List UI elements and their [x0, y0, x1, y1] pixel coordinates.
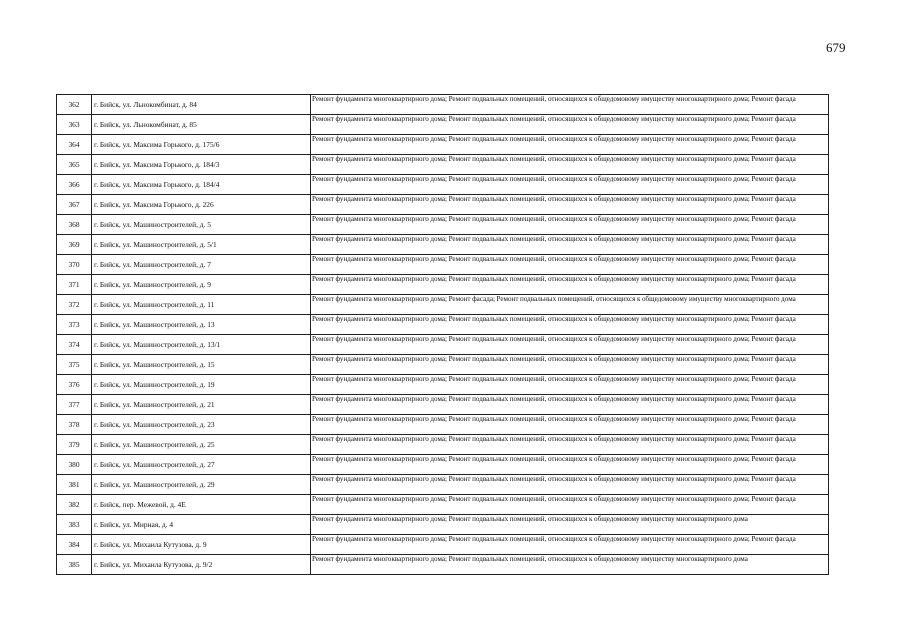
address-cell: г. Бийск, ул. Михаила Кутузова, д. 9/2	[92, 555, 311, 575]
page-number: 679	[826, 40, 846, 55]
works-cell: Ремонт фундамента многоквартирного дома; Ремонт подвальных помещений, относящихся к общедомовому имуществу многоквартирного дома; Ремонт фасада	[311, 95, 829, 115]
row-number-cell: 368	[57, 215, 92, 235]
row-number-cell: 375	[57, 355, 92, 375]
table-row	[57, 115, 829, 135]
works-cell: Ремонт фундамента многоквартирного дома; Ремонт фасада; Ремонт подвальных помещений, относящихся к общедомовому имуществу многоквартирного дома	[311, 295, 829, 315]
address-cell: г. Бийск, ул. Машиностроителей, д. 9	[92, 275, 311, 295]
table-row	[57, 195, 829, 215]
works-cell: Ремонт фундамента многоквартирного дома; Ремонт подвальных помещений, относящихся к общедомовому имуществу многоквартирного дома; Ремонт фасада	[311, 255, 829, 275]
works-cell: Ремонт фундамента многоквартирного дома; Ремонт подвальных помещений, относящихся к общедомовому имуществу многоквартирного дома; Ремонт фасада	[311, 435, 829, 455]
address-cell: г. Бийск, ул. Машиностроителей, д. 5/1	[92, 235, 311, 255]
table-row	[57, 355, 829, 375]
table-row	[57, 535, 829, 555]
address-cell: г. Бийск, пер. Межевой, д. 4Е	[92, 495, 311, 515]
table-row	[57, 455, 829, 475]
row-number-cell: 379	[57, 435, 92, 455]
works-cell: Ремонт фундамента многоквартирного дома; Ремонт подвальных помещений, относящихся к общедомовому имуществу многоквартирного дома; Ремонт фасада	[311, 175, 829, 195]
row-number-cell: 373	[57, 315, 92, 335]
table-row	[57, 175, 829, 195]
table-row	[57, 515, 829, 535]
address-cell: г. Бийск, ул. Машиностроителей, д. 13	[92, 315, 311, 335]
row-number-cell: 384	[57, 535, 92, 555]
row-number-cell: 369	[57, 235, 92, 255]
address-cell: г. Бийск, ул. Максима Горького, д. 184/4	[92, 175, 311, 195]
table-row	[57, 415, 829, 435]
address-cell: г. Бийск, ул. Машиностроителей, д. 23	[92, 415, 311, 435]
address-cell: г. Бийск, ул. Машиностроителей, д. 27	[92, 455, 311, 475]
row-number-cell: 371	[57, 275, 92, 295]
table-row	[57, 275, 829, 295]
table-body	[57, 95, 829, 575]
row-number-cell: 367	[57, 195, 92, 215]
address-cell: г. Бийск, ул. Льнокомбинат, д. 85	[92, 115, 311, 135]
works-cell: Ремонт фундамента многоквартирного дома; Ремонт подвальных помещений, относящихся к общедомовому имуществу многоквартирного дома; Ремонт фасада	[311, 355, 829, 375]
works-cell: Ремонт фундамента многоквартирного дома; Ремонт подвальных помещений, относящихся к общедомовому имуществу многоквартирного дома; Ремонт фасада	[311, 115, 829, 135]
row-number-cell: 365	[57, 155, 92, 175]
table-row	[57, 255, 829, 275]
row-number-cell: 370	[57, 255, 92, 275]
works-cell: Ремонт фундамента многоквартирного дома; Ремонт подвальных помещений, относящихся к общедомовому имуществу многоквартирного дома; Ремонт фасада	[311, 535, 829, 555]
address-cell: г. Бийск, ул. Машиностроителей, д. 19	[92, 375, 311, 395]
address-cell: г. Бийск, ул. Машиностроителей, д. 11	[92, 295, 311, 315]
works-cell: Ремонт фундамента многоквартирного дома; Ремонт подвальных помещений, относящихся к общедомовому имуществу многоквартирного дома; Ремонт фасада	[311, 315, 829, 335]
table-row	[57, 295, 829, 315]
address-cell: г. Бийск, ул. Машиностроителей, д. 7	[92, 255, 311, 275]
address-cell: г. Бийск, ул. Максима Горького, д. 175/6	[92, 135, 311, 155]
works-cell: Ремонт фундамента многоквартирного дома; Ремонт подвальных помещений, относящихся к общедомовому имуществу многоквартирного дома	[311, 555, 829, 575]
row-number-cell: 366	[57, 175, 92, 195]
address-cell: г. Бийск, ул. Машиностроителей, д. 13/1	[92, 335, 311, 355]
works-cell: Ремонт фундамента многоквартирного дома; Ремонт подвальных помещений, относящихся к общедомовому имуществу многоквартирного дома; Ремонт фасада	[311, 235, 829, 255]
address-cell: г. Бийск, ул. Машиностроителей, д. 29	[92, 475, 311, 495]
row-number-cell: 383	[57, 515, 92, 535]
works-cell: Ремонт фундамента многоквартирного дома; Ремонт подвальных помещений, относящихся к общедомовому имуществу многоквартирного дома; Ремонт фасада	[311, 495, 829, 515]
works-cell: Ремонт фундамента многоквартирного дома; Ремонт подвальных помещений, относящихся к общедомовому имуществу многоквартирного дома; Ремонт фасада	[311, 375, 829, 395]
table-row	[57, 135, 829, 155]
table-row	[57, 235, 829, 255]
table-row	[57, 555, 829, 575]
row-number-cell: 362	[57, 95, 92, 115]
works-cell: Ремонт фундамента многоквартирного дома; Ремонт подвальных помещений, относящихся к общедомовому имуществу многоквартирного дома; Ремонт фасада	[311, 195, 829, 215]
table-row	[57, 155, 829, 175]
address-cell: г. Бийск, ул. Машиностроителей, д. 15	[92, 355, 311, 375]
works-cell: Ремонт фундамента многоквартирного дома; Ремонт подвальных помещений, относящихся к общедомовому имуществу многоквартирного дома; Ремонт фасада	[311, 215, 829, 235]
address-cell: г. Бийск, ул. Михаила Кутузова, д. 9	[92, 535, 311, 555]
address-cell: г. Бийск, ул. Машиностроителей, д. 25	[92, 435, 311, 455]
works-cell: Ремонт фундамента многоквартирного дома; Ремонт подвальных помещений, относящихся к общедомовому имуществу многоквартирного дома; Ремонт фасада	[311, 455, 829, 475]
row-number-cell: 372	[57, 295, 92, 315]
row-number-cell: 378	[57, 415, 92, 435]
table-row	[57, 395, 829, 415]
row-number-cell: 376	[57, 375, 92, 395]
address-cell: г. Бийск, ул. Мирная, д. 4	[92, 515, 311, 535]
row-number-cell: 377	[57, 395, 92, 415]
row-number-cell: 385	[57, 555, 92, 575]
address-cell: г. Бийск, ул. Льнокомбинат, д. 84	[92, 95, 311, 115]
address-cell: г. Бийск, ул. Машиностроителей, д. 5	[92, 215, 311, 235]
row-number-cell: 364	[57, 135, 92, 155]
address-cell: г. Бийск, ул. Максима Горького, д. 184/3	[92, 155, 311, 175]
row-number-cell: 363	[57, 115, 92, 135]
row-number-cell: 382	[57, 495, 92, 515]
repair-registry-table	[56, 94, 829, 575]
row-number-cell: 380	[57, 455, 92, 475]
table-row	[57, 435, 829, 455]
table-row	[57, 495, 829, 515]
works-cell: Ремонт фундамента многоквартирного дома; Ремонт подвальных помещений, относящихся к общедомовому имуществу многоквартирного дома; Ремонт фасада	[311, 475, 829, 495]
table-row	[57, 375, 829, 395]
works-cell: Ремонт фундамента многоквартирного дома; Ремонт подвальных помещений, относящихся к общедомовому имуществу многоквартирного дома; Ремонт фасада	[311, 395, 829, 415]
works-cell: Ремонт фундамента многоквартирного дома; Ремонт подвальных помещений, относящихся к общедомовому имуществу многоквартирного дома; Ремонт фасада	[311, 415, 829, 435]
row-number-cell: 374	[57, 335, 92, 355]
works-cell: Ремонт фундамента многоквартирного дома; Ремонт подвальных помещений, относящихся к общедомовому имуществу многоквартирного дома; Ремонт фасада	[311, 155, 829, 175]
row-number-cell: 381	[57, 475, 92, 495]
table-row	[57, 475, 829, 495]
address-cell: г. Бийск, ул. Максима Горького, д. 226	[92, 195, 311, 215]
table-row	[57, 95, 829, 115]
table-row	[57, 315, 829, 335]
works-cell: Ремонт фундамента многоквартирного дома; Ремонт подвальных помещений, относящихся к общедомовому имуществу многоквартирного дома; Ремонт фасада	[311, 275, 829, 295]
table-row	[57, 215, 829, 235]
table-row	[57, 335, 829, 355]
address-cell: г. Бийск, ул. Машиностроителей, д. 21	[92, 395, 311, 415]
works-cell: Ремонт фундамента многоквартирного дома; Ремонт подвальных помещений, относящихся к общедомовому имуществу многоквартирного дома	[311, 515, 829, 535]
works-cell: Ремонт фундамента многоквартирного дома; Ремонт подвальных помещений, относящихся к общедомовому имуществу многоквартирного дома; Ремонт фасада	[311, 335, 829, 355]
works-cell: Ремонт фундамента многоквартирного дома; Ремонт подвальных помещений, относящихся к общедомовому имуществу многоквартирного дома; Ремонт фасада	[311, 135, 829, 155]
